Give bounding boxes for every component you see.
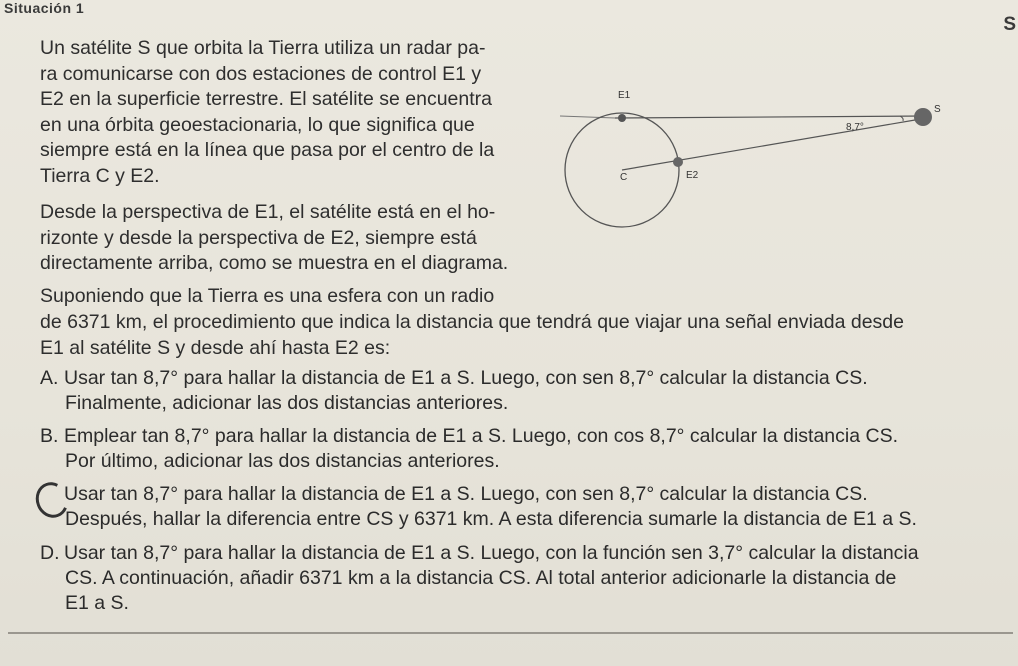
angle-label: 8,7° [846,122,864,133]
text-line: rizonte y desde la perspectiva de E2, siempre está [40,226,477,249]
option-text: Después, hallar la diferencia entre CS y 6371 km. A esta diferencia sumarle la distancia de E1 a S. [65,508,917,530]
option-letter: A. [40,367,59,389]
situation-title: Situación 1 [4,0,85,16]
horizon-line [615,116,925,118]
text-line: E2 en la superficie terrestre. El satélite se encuentra [40,88,492,110]
option-text: Por último, adicionar las dos distancias anteriores. [65,450,500,472]
option-text: Emplear tan 8,7° para hallar la distancia de E1 a S. Luego, con cos 8,7° calcular la distancia CS. [64,425,898,447]
option-text: Usar tan 8,7° para hallar la distancia de E1 a S. Luego, con sen 8,7° calcular la distancia CS. [64,483,868,505]
option-b[interactable] [40,424,1005,474]
horizon-extension [560,116,615,118]
option-text: Usar tan 8,7° para hallar la distancia de E1 a S. Luego, con la función sen 3,7° calcular la distancia [64,542,919,564]
option-letter: D. [40,542,60,564]
intro-paragraph-1 [40,36,540,189]
intro-paragraph-2 [40,200,540,277]
intro-paragraph-3-line3: E1 al satélite S y desde ahí hasta E2 es: [40,337,391,359]
angle-arc [900,116,903,121]
text-line: en una órbita geoestacionaria, lo que significa que [40,113,475,136]
option-letter: B. [40,425,59,447]
c-label: C [620,172,628,183]
satellite-point [914,108,932,126]
text-line: directamente arriba, como se muestra en el diagrama. [40,252,509,274]
option-text: E1 a S. [65,592,129,614]
s-label: S [934,104,941,115]
e2-label: E2 [686,170,699,181]
option-c[interactable] [40,482,1005,532]
orbit-diagram [560,80,980,230]
option-a[interactable] [40,366,1005,416]
e1-point [618,114,626,122]
option-text: Finalmente, adicionar las dos distancias anteriores. [65,392,509,414]
c-s-line [622,120,915,170]
orbit-diagram-svg [560,80,980,230]
option-text: CS. A continuación, añadir 6371 km a la distancia CS. Al total anterior adicionarle la distancia de [65,567,897,589]
option-text: Usar tan 8,7° para hallar la distancia de E1 a S. Luego, con sen 8,7° calcular la distancia CS. [64,367,868,389]
text-line: Tierra C y E2. [40,164,160,187]
corner-fragment: S [1003,14,1016,35]
text-line: siempre está en la línea que pasa por el centro de la [40,139,495,161]
e2-point [673,157,683,167]
intro-paragraph-3-line2: de 6371 km, el procedimiento que indica la distancia que tendrá que viajar una señal enviada desde [40,311,904,333]
e1-label: E1 [618,90,631,101]
text-line: Un satélite S que orbita la Tierra utiliza un radar pa- [40,37,486,59]
option-d[interactable] [40,541,1005,616]
text-line: Desde la perspectiva de E1, el satélite está en el ho- [40,201,496,223]
intro-paragraph-3: Suponiendo que la Tierra es una esfera con un radio [40,285,495,307]
text-line: ra comunicarse con dos estaciones de control E1 y [40,62,482,85]
bottom-divider [8,632,1013,634]
